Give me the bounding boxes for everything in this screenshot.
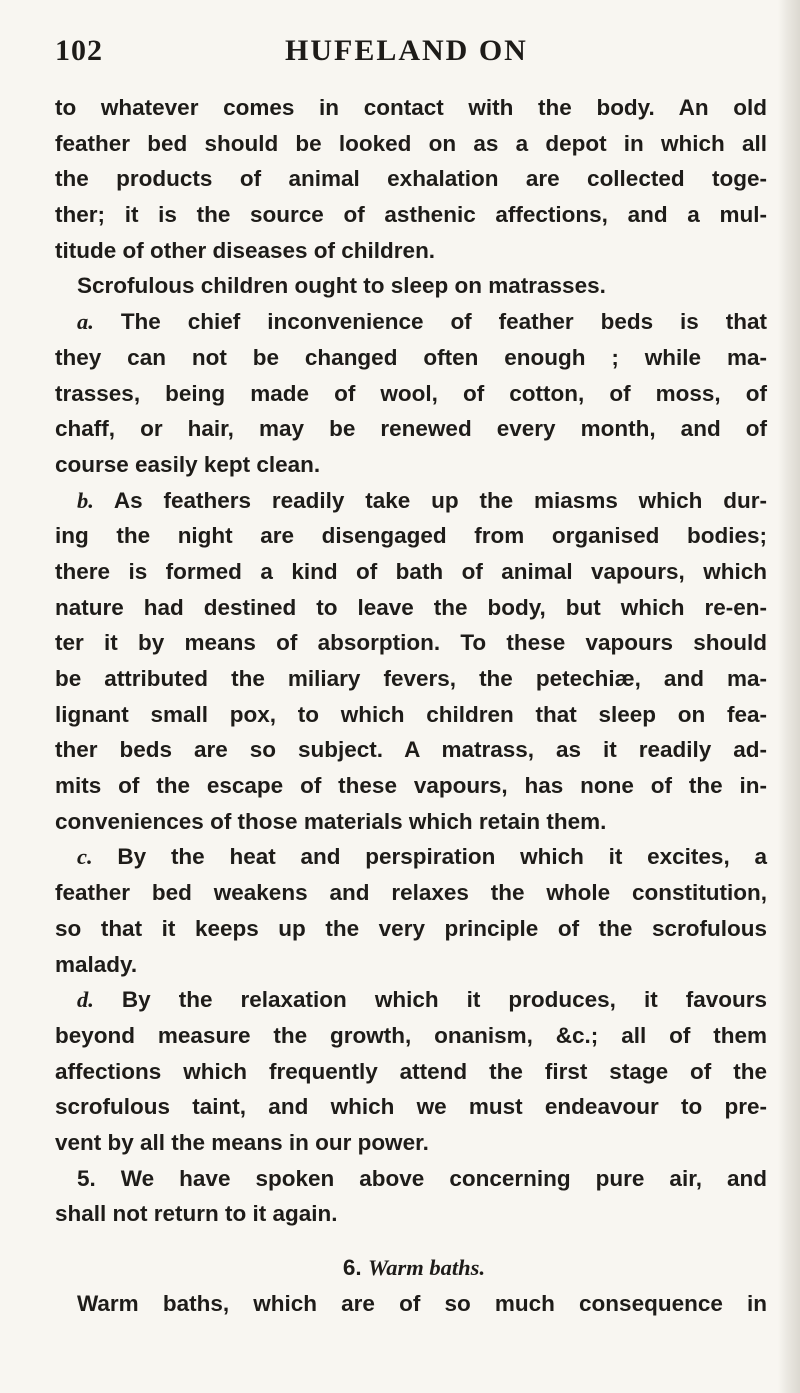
text-line: titude of other diseases of children.: [55, 237, 436, 263]
text-line: feather bed weakens and relaxes the whole constitution,: [55, 880, 767, 906]
text-line: malady.: [55, 951, 138, 977]
paragraph-b-first-line: [55, 483, 767, 519]
text-line: lignant small pox, to which children that sleep on fea-: [55, 701, 767, 727]
text-line: ter it by means of absorption. To these vapours should: [55, 630, 767, 656]
text-line: ing the night are disengaged from organised bodies;: [55, 523, 767, 549]
marker-a: a.: [77, 309, 94, 335]
text-line: to whatever comes in contact with the body. An old: [55, 95, 767, 120]
text-line: course easily kept clean.: [55, 451, 321, 477]
text-line: conveniences of those materials which retain them.: [55, 808, 607, 834]
text-line: scrofulous taint, and which we must endeavour to pre-: [55, 1094, 767, 1120]
text-line: shall not return to it again.: [55, 1201, 338, 1227]
text-line: As feathers readily take up the miasms which dur-: [113, 487, 768, 513]
text-line: ther beds are so subject. A matrass, as it readily ad-: [55, 737, 767, 763]
paragraph-a-first-line: [55, 304, 767, 340]
text-line: The chief inconvenience of feather beds is that: [120, 309, 767, 335]
text-line: affections which frequently attend the first stage of the: [55, 1058, 767, 1084]
text-line: nature had destined to leave the body, but which re-en-: [55, 594, 767, 620]
text-line: so that it keeps up the very principle of the scrofulous: [55, 915, 767, 941]
page-header: [55, 26, 755, 82]
text-line: By the relaxation which it produces, it favours: [121, 987, 767, 1013]
page-edge-shadow: [778, 0, 800, 1393]
marker-b: b.: [77, 487, 94, 513]
text-line: they can not be changed often enough ; while ma-: [55, 344, 767, 370]
text-line: 5. We have spoken above concerning pure air, and: [77, 1165, 767, 1191]
page-number: 102: [55, 34, 103, 67]
section-title: Warm baths.: [367, 1255, 486, 1280]
spacer: [55, 1232, 767, 1250]
text-line: Scrofulous children ought to sleep on matrasses.: [77, 273, 606, 299]
body-text: [55, 90, 767, 1321]
text-line: be attributed the miliary fevers, the petechiæ, and ma-: [55, 666, 767, 691]
marker-c: c.: [77, 844, 93, 870]
text-line: trasses, being made of wool, of cotton, of moss, of: [55, 380, 767, 406]
text-line: Warm baths, which are of so much consequence in: [77, 1290, 767, 1316]
text-line: vent by all the means in our power.: [55, 1129, 429, 1155]
text-line: there is formed a kind of bath of animal vapours, which: [55, 558, 767, 584]
marker-d: d.: [77, 987, 94, 1013]
running-head: HUFELAND ON: [285, 34, 528, 67]
text-line: beyond measure the growth, onanism, &c.; all of them: [55, 1022, 767, 1048]
text-line: By the heat and perspiration which it excites, a: [117, 844, 767, 870]
text-line: mits of the escape of these vapours, has none of the in-: [55, 773, 767, 799]
section-heading: [55, 1250, 767, 1286]
paragraph-d-first-line: [55, 982, 767, 1018]
paragraph-c-first-line: [55, 839, 767, 875]
text-line: the products of animal exhalation are collected toge-: [55, 166, 767, 192]
text-line: ther; it is the source of asthenic affections, and a mul-: [55, 202, 767, 228]
section-number: 6.: [342, 1255, 362, 1280]
text-line: feather bed should be looked on as a depot in which all: [55, 130, 767, 156]
text-line: chaff, or hair, may be renewed every month, and of: [55, 416, 767, 442]
